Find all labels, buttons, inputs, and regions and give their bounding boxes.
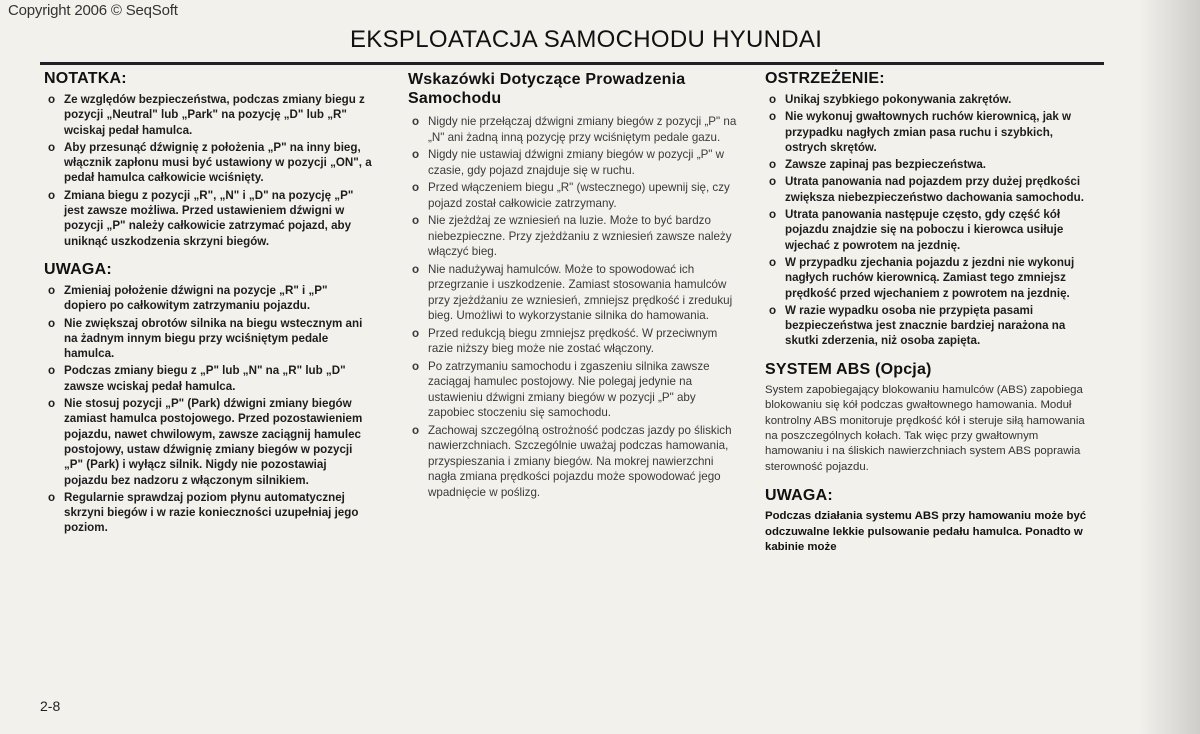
list-item: o Nigdy nie przełączaj dźwigni zmiany biegów z pozycji „P" na „N" ani żadną inną pozycję przy wciśniętym pedale gazu. [408, 114, 738, 145]
list-item: o Zmiana biegu z pozycji „R", „N" i „D" na pozycję „P" jest zawsze możliwa. Przed ustawieniem dźwigni w pozycji „P" należy całkowicie zatrzymać pojazd, aby uniknąć uszkodzenia skrzyni biegów. [44, 188, 372, 249]
list-item: o Nie nadużywaj hamulców. Może to spowodować ich przegrzanie i uszkodzenie. Zamiast stosowania hamulców przy zjeżdżaniu ze wzniesień, zmniejsz prędkość i zredukuj bieg. Umożliwi to wykorzystanie silnika do hamowania. [408, 262, 738, 324]
list-item: o Nie stosuj pozycji „P" (Park) dźwigni zmiany biegów zamiast hamulca postojowego. Przed pozostawieniem pojazdu, nawet chwilowym, zawsze zaciągnij hamulec postojowy, ustaw dźwignię zmiany biegów w pozycji „P" (Park) i wyłącz silnik. Nigdy nie pozostawiaj pojazdu bez nadzoru z włączonym silnikiem. [44, 396, 372, 488]
copyright-notice: Copyright 2006 © SeqSoft [8, 2, 178, 19]
list-item: o Unikaj szybkiego pokonywania zakrętów. [765, 92, 1098, 107]
list-item: o Zawsze zapinaj pas bezpieczeństwa. [765, 157, 1098, 172]
abs-heading: SYSTEM ABS (Opcja) [765, 360, 932, 378]
caution-heading: UWAGA: [44, 260, 112, 278]
driving-tips-list [408, 114, 738, 500]
page-title: EKSPLOATACJA SAMOCHODU HYUNDAI [350, 26, 823, 53]
list-item: o Zachowaj szczególną ostrożność podczas jazdy po śliskich nawierzchniach. Szczególnie uważaj podczas hamowania, przyspieszania i zmiany biegów. Na mokrej nawierzchni nagła zmiana prędkości pojazdu może spowodować jego wpadnięcie w poślizg. [408, 423, 738, 501]
note-heading: NOTATKA: [44, 70, 127, 87]
warning-list [765, 92, 1098, 349]
list-item: o Nie zjeżdżaj ze wzniesień na luzie. Może to być bardzo niebezpieczne. Przy zjeżdżaniu z wzniesień zawsze należy włączyć bieg. [408, 213, 738, 260]
list-item: o Przed włączeniem biegu „R" (wstecznego) upewnij się, czy pojazd został całkowicie zatrzymany. [408, 180, 738, 211]
note-list [44, 92, 372, 249]
list-item: o Nie zwiększaj obrotów silnika na biegu wstecznym ani na żadnym innym biegu przy wciśniętym pedale hamulca. [44, 316, 372, 362]
list-item: o Ze względów bezpieczeństwa, podczas zmiany biegu z pozycji „Neutral" lub „Park" na pozycję „D" lub „R" wciskaj pedał hamulca. [44, 92, 372, 138]
list-item: o Utrata panowania następuje często, gdy część kół pojazdu znajdzie się na poboczu i kierowca usiłuje wjechać z powrotem na jezdnię. [765, 207, 1098, 253]
column-right [765, 70, 1098, 555]
list-item: o Nigdy nie ustawiaj dźwigni zmiany biegów w pozycji „P" w czasie, gdy pojazd znajduje się w ruchu. [408, 147, 738, 178]
list-item: o Przed redukcją biegu zmniejsz prędkość. W przeciwnym razie niższy bieg może nie zostać włączony. [408, 326, 738, 357]
list-item: o Utrata panowania nad pojazdem przy dużej prędkości zwiększa niebezpieczeństwo dachowania samochodu. [765, 174, 1098, 205]
list-item: o Po zatrzymaniu samochodu i zgaszeniu silnika zawsze zaciągaj hamulec postojowy. Nie polegaj jedynie na ustawieniu dźwigni zmiany biegów w pozycji „P" aby zapobiec stoczeniu się samochodu. [408, 359, 738, 421]
list-item: o Regularnie sprawdzaj poziom płynu automatycznej skrzyni biegów i w razie konieczności uzupełniaj jego poziom. [44, 490, 372, 536]
driving-tips-heading: Wskazówki Dotyczące Prowadzenia Samochodu [408, 71, 686, 107]
column-left [44, 70, 372, 538]
book-spine-shadow [1138, 0, 1200, 734]
list-item: o Nie wykonuj gwałtownych ruchów kierownicą, jak w przypadku nagłych zmian pasa ruchu i szybkich, ostrych skrętów. [765, 109, 1098, 155]
caution-list [44, 283, 372, 536]
abs-caution-heading: UWAGA: [765, 487, 833, 505]
list-item: o W razie wypadku osoba nie przypięta pasami bezpieczeństwa jest znacznie bardziej narażona na skutki zderzenia, niż osoba zapięta. [765, 303, 1098, 349]
abs-caution-paragraph: Podczas działania systemu ABS przy hamowaniu może być odczuwalne lekkie pulsowanie pedału hamulca. Ponadto w kabinie może [765, 510, 1087, 553]
page-number: 2-8 [40, 698, 61, 714]
list-item: o W przypadku zjechania pojazdu z jezdni nie wykonuj nagłych ruchów kierownicą. Zamiast tego zmniejsz prędkość przed wjechaniem z powrotem na jezdnię. [765, 255, 1098, 301]
title-rule [40, 62, 1104, 65]
abs-paragraph: System zapobiegający blokowaniu hamulców (ABS) zapobiega blokowaniu się kół podczas gwałtownego hamowania. Moduł kontrolny ABS monitoruje prędkość kół i steruje siłą hamowania na poszczególnych kołach. Tak więc przy gwałtownym hamowaniu i na śliskich nawierzchniach system ABS poprawia sterowność pojazdu. [765, 383, 1085, 473]
column-middle [408, 70, 738, 502]
list-item: o Aby przesunąć dźwignię z położenia „P" na inny bieg, włącznik zapłonu musi być ustawiony w pozycji „ON", a pedał hamulca całkowicie wciśnięty. [44, 140, 372, 186]
list-item: o Zmieniaj położenie dźwigni na pozycje „R" i „P" dopiero po całkowitym zatrzymaniu pojazdu. [44, 283, 372, 314]
warning-heading: OSTRZEŻENIE: [765, 70, 885, 87]
list-item: o Podczas zmiany biegu z „P" lub „N" na „R" lub „D" zawsze wciskaj pedał hamulca. [44, 363, 372, 394]
